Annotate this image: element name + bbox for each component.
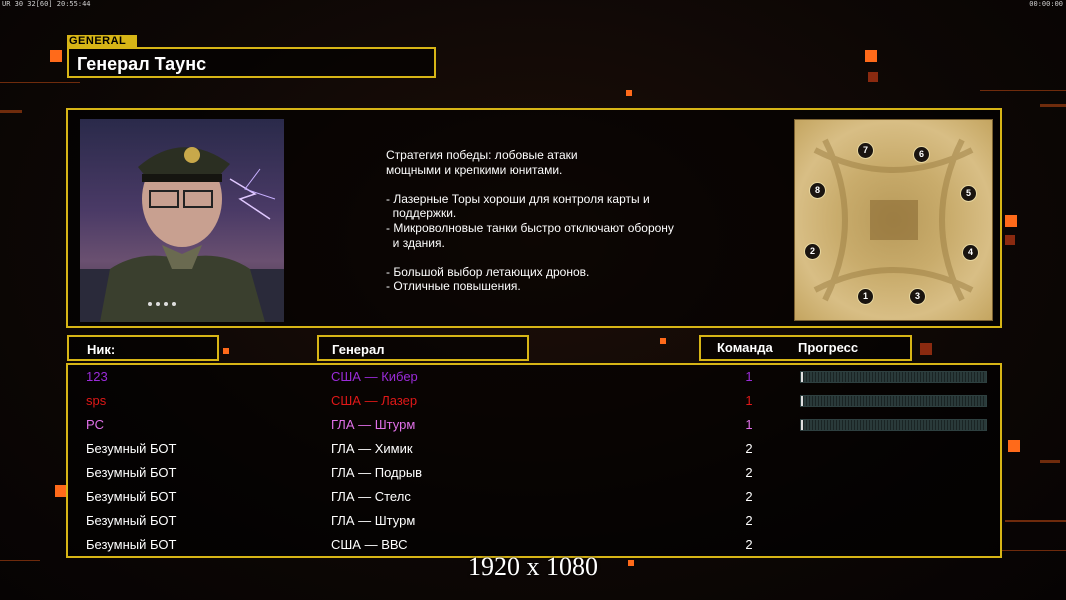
player-nick: Безумный БОТ [86, 489, 177, 504]
map-slot: 4 [962, 244, 979, 261]
player-general: ГЛА — Штурм [331, 513, 416, 528]
general-portrait [80, 119, 284, 322]
resolution-overlay: 1920 x 1080 [468, 552, 598, 581]
map-slot: 7 [857, 142, 874, 159]
player-row[interactable] [68, 437, 1000, 461]
column-header-general[interactable] [317, 335, 529, 361]
player-general: ГЛА — Стелс [331, 489, 411, 504]
deco-square [626, 90, 632, 96]
map-slot: 5 [960, 185, 977, 202]
deco-square [1008, 440, 1020, 452]
player-progress-bar [800, 395, 987, 407]
deco-square [1005, 215, 1017, 227]
deco-square [50, 50, 62, 62]
hud-timer: 00:00:00 [1029, 0, 1063, 8]
player-row[interactable] [68, 413, 1000, 437]
player-team: 2 [745, 513, 753, 528]
player-team: 1 [745, 393, 753, 408]
deco-square [223, 348, 229, 354]
general-tag [67, 35, 137, 47]
deco-square [1005, 235, 1015, 245]
player-nick: Безумный БОТ [86, 465, 177, 480]
general-strategy-text: Стратегия победы: лобовые атаки мощными и крепкими юнитами. - Лазерные Торы хороши для контроля карты и поддержки. - Микроволновые танки быстро отключают оборону и здания. - Большой выбор летающих дронов. - Отличные повышения. [386, 148, 674, 294]
map-slot: 8 [809, 182, 826, 199]
player-team: 2 [745, 489, 753, 504]
player-row[interactable] [68, 389, 1000, 413]
player-nick: Безумный БОТ [86, 441, 177, 456]
map-slot: 1 [857, 288, 874, 305]
player-team: 1 [745, 417, 753, 432]
player-general: ГЛА — Химик [331, 441, 413, 456]
player-team: 2 [745, 465, 753, 480]
deco-square [920, 343, 932, 355]
player-general: США — ВВС [331, 537, 408, 552]
column-header-progress-label[interactable]: Прогресс [798, 340, 859, 355]
player-general: ГЛА — Штурм [331, 417, 416, 432]
player-progress-bar [800, 419, 987, 431]
player-row[interactable] [68, 365, 1000, 389]
column-header-team-label[interactable]: Команда [717, 340, 773, 355]
column-header-nick[interactable] [67, 335, 219, 361]
deco-line [0, 82, 80, 83]
player-nick: Безумный БОТ [86, 537, 177, 552]
deco-line [1040, 460, 1060, 463]
player-nick: PC [86, 417, 105, 432]
deco-line [1040, 104, 1066, 107]
column-header-nick-label: Ник: [87, 342, 116, 357]
map-slot: 2 [804, 243, 821, 260]
deco-square [868, 72, 878, 82]
column-header-team-progress [699, 335, 912, 361]
player-row[interactable] [68, 485, 1000, 509]
player-general: ГЛА — Подрыв [331, 465, 423, 480]
player-general: США — Кибер [331, 369, 418, 384]
deco-square [660, 338, 666, 344]
deco-line [0, 110, 22, 113]
deco-line [1005, 520, 1066, 522]
player-nick: Безумный БОТ [86, 513, 177, 528]
general-info-panel [66, 108, 1002, 328]
column-header-general-label: Генерал [332, 342, 385, 357]
player-general: США — Лазер [331, 393, 418, 408]
player-team: 1 [745, 369, 753, 384]
player-list [66, 363, 1002, 558]
general-name: Генерал Таунс [77, 54, 207, 74]
player-row[interactable] [68, 461, 1000, 485]
map-slot: 6 [913, 146, 930, 163]
map-slot: 3 [909, 288, 926, 305]
player-nick: sps [86, 393, 107, 408]
general-tag-label: GENERAL [69, 35, 127, 47]
player-progress-bar [800, 371, 987, 383]
deco-square [865, 50, 877, 62]
player-team: 2 [745, 537, 753, 552]
deco-line [980, 90, 1066, 91]
player-nick: 123 [86, 369, 108, 384]
deco-line [1000, 550, 1066, 551]
player-team: 2 [745, 441, 753, 456]
hud-fps-clock: UR 30 32[60] 20:55:44 [2, 0, 91, 8]
general-name-box [67, 47, 436, 78]
map-preview [794, 119, 993, 321]
player-row[interactable] [68, 509, 1000, 533]
